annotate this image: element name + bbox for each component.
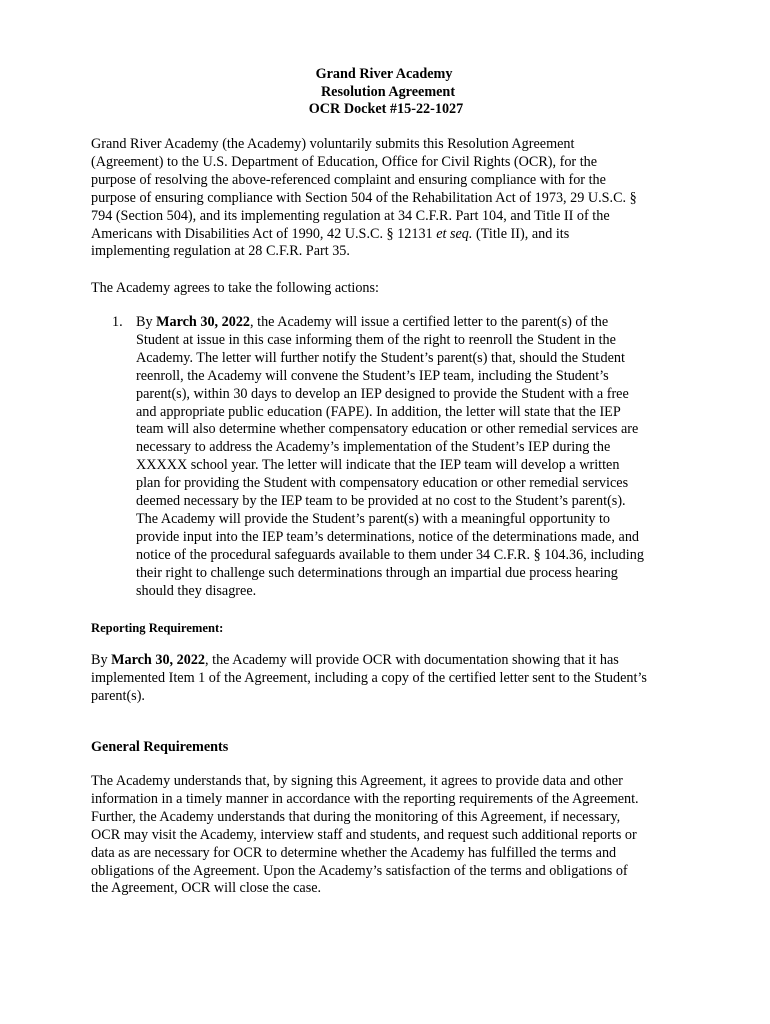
docket-number-heading: OCR Docket #15-22-1027 bbox=[308, 101, 464, 117]
reporting-line: implemented Item 1 of the Agreement, including a copy of the certified letter sent to the Student’s bbox=[91, 669, 647, 686]
item-line: and appropriate public education (FAPE). In addition, the letter will state that the IEP bbox=[136, 403, 621, 420]
intro-paragraph bbox=[91, 136, 691, 261]
general-requirements-heading: General Requirements bbox=[91, 739, 229, 755]
item-line: Student at issue in this case informing them of the right to reenroll the Student in the bbox=[136, 331, 616, 348]
intro-text: (Title II), and its bbox=[472, 225, 570, 242]
reporting-lead: By bbox=[91, 652, 112, 668]
item-line: should they disagree. bbox=[136, 582, 257, 599]
item-line: their right to challenge such determinations through an impartial due process hearing bbox=[136, 564, 618, 581]
et-seq-italic: et seq. bbox=[436, 225, 473, 242]
deadline-date: March 30, 2022 bbox=[111, 652, 206, 668]
reporting-line bbox=[91, 652, 691, 670]
item-line: Academy. The letter will further notify the Student’s parent(s) that, should the Student bbox=[136, 349, 625, 366]
general-line: the Agreement, OCR will close the case. bbox=[91, 880, 322, 897]
intro-line: purpose of ensuring compliance with Section 504 of the Rehabilitation Act of 1973, 29 U.S.C. § bbox=[91, 189, 637, 206]
intro-line: (Agreement) to the U.S. Department of Education, Office for Civil Rights (OCR), for the bbox=[91, 153, 598, 170]
general-line: data as are necessary for OCR to determine whether the Academy has fulfilled the terms and bbox=[91, 844, 617, 861]
intro-line: implementing regulation at 28 C.F.R. Part 35. bbox=[91, 243, 350, 260]
item-line: deemed necessary by the IEP team to be provided at no cost to the Student’s parent(s). bbox=[136, 493, 626, 510]
item-line: provide input into the IEP team’s determinations, notice of the determinations made, and bbox=[136, 528, 640, 545]
item-line: The Academy will provide the Student’s parent(s) with a meaningful opportunity to bbox=[136, 510, 610, 527]
item-line: necessary to address the Academy’s implementation of the Student’s IEP during the bbox=[136, 439, 611, 456]
reporting-requirement-paragraph bbox=[91, 652, 691, 706]
item-lead: By bbox=[136, 314, 157, 330]
general-line: obligations of the Agreement. Upon the Academy’s satisfaction of the terms and obligations of bbox=[91, 862, 628, 879]
reporting-requirement-heading: Reporting Requirement: bbox=[91, 621, 224, 635]
action-item-1 bbox=[136, 314, 696, 601]
item-line: XXXXX school year. The letter will indicate that the IEP team will develop a written bbox=[136, 457, 620, 474]
item-line: notice of the procedural safeguards available to them under 34 C.F.R. § 104.36, including bbox=[136, 546, 644, 563]
item-line: parent(s), within 30 days to develop an IEP designed to provide the Student with a free bbox=[136, 385, 629, 402]
intro-line bbox=[91, 226, 691, 244]
item-number: 1. bbox=[112, 314, 123, 330]
document-header bbox=[0, 66, 770, 119]
general-line: OCR may visit the Academy, interview staff and students, and request such additional reports or bbox=[91, 826, 637, 843]
school-name-heading: Grand River Academy bbox=[315, 66, 453, 82]
general-line: Further, the Academy understands that during the monitoring of this Agreement, if necessary, bbox=[91, 808, 621, 825]
reporting-text: , the Academy will provide OCR with documentation showing that it has bbox=[205, 652, 619, 668]
general-requirements-paragraph bbox=[91, 773, 691, 898]
item-line: reenroll, the Academy will convene the Student’s IEP team, including the Student’s bbox=[136, 367, 609, 384]
item-line bbox=[136, 314, 696, 332]
intro-text: Americans with Disabilities Act of 1990, 42 U.S.C. § 12131 bbox=[91, 225, 437, 242]
intro-line: Grand River Academy (the Academy) voluntarily submits this Resolution Agreement bbox=[91, 136, 575, 152]
document-type-heading: Resolution Agreement bbox=[320, 83, 456, 100]
item-line: team will also determine whether compensatory education or other remedial services are bbox=[136, 421, 639, 438]
intro-line: purpose of resolving the above-referenced complaint and ensuring compliance with for the bbox=[91, 171, 606, 188]
deadline-date: March 30, 2022 bbox=[156, 314, 251, 330]
general-line: The Academy understands that, by signing this Agreement, it agrees to provide data and other bbox=[91, 773, 623, 789]
actions-intro: The Academy agrees to take the following actions: bbox=[91, 280, 379, 296]
intro-line: 794 (Section 504), and its implementing regulation at 34 C.F.R. Part 104, and Title II of the bbox=[91, 207, 610, 224]
item-line: plan for providing the Student with compensatory education or other remedial services bbox=[136, 475, 629, 492]
general-line: information in a timely manner in accordance with the reporting requirements of the Agreement. bbox=[91, 790, 639, 807]
item-text: , the Academy will issue a certified letter to the parent(s) of the bbox=[250, 314, 609, 330]
reporting-line: parent(s). bbox=[91, 687, 145, 704]
